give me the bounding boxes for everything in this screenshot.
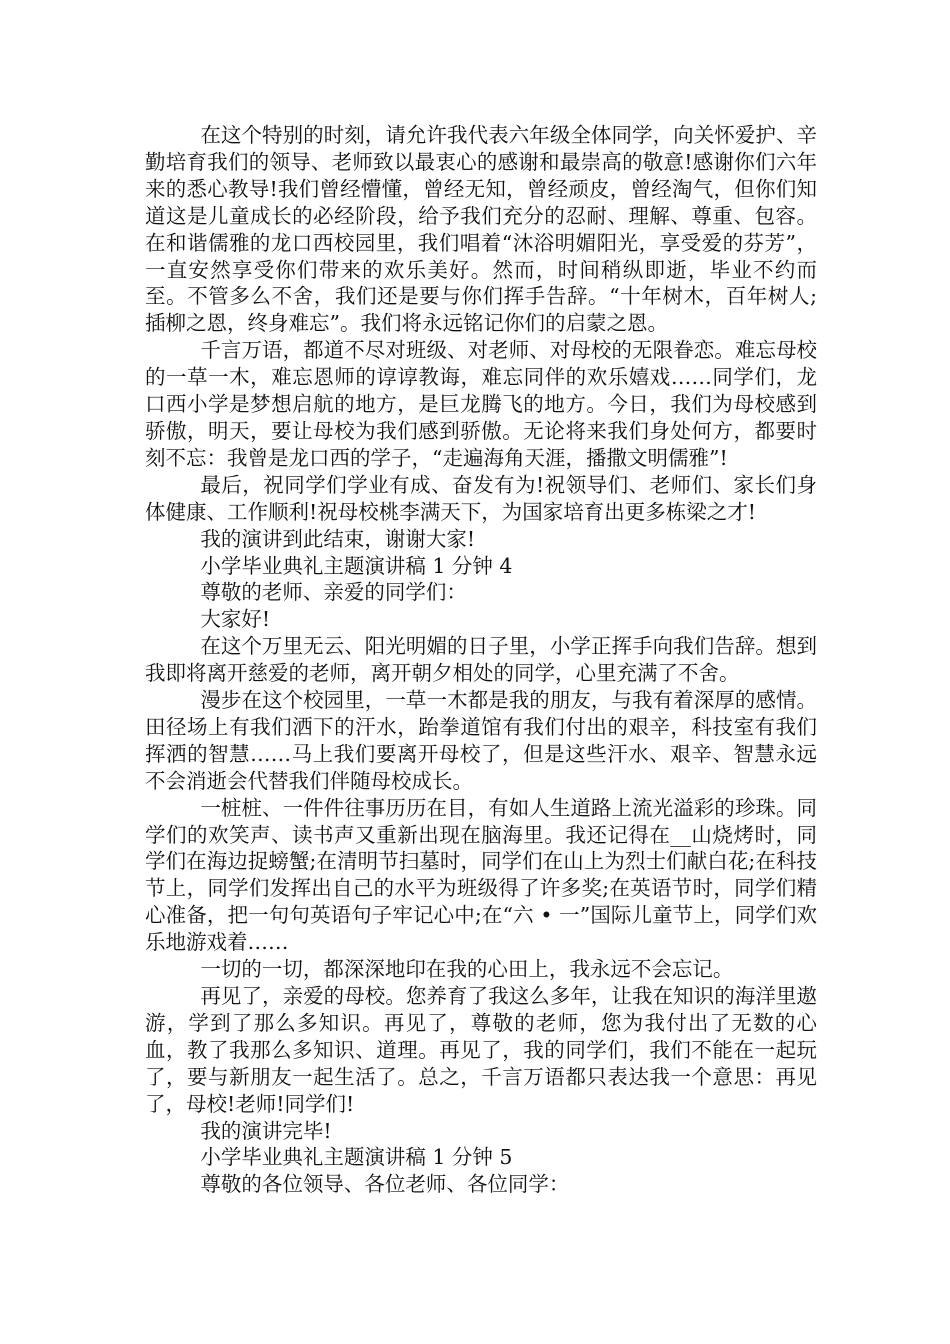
greeting-speech-4: 大家好! (200, 607, 271, 632)
section-heading-speech-4: 小学毕业典礼主题演讲稿 1 分钟 4 (200, 553, 513, 578)
paragraph-goodbye: 再见了，亲爱的母校。您养育了我这么多年，让我在知识的海洋里遨游，学到了那么多知识。再见了，尊敬的老师，您为我付出了无数的心血，教了我那么多知识、道理。再见了，我的同学们，我们不能在一起玩了，要与新朋友一起生活了。总之，千言万语都只表达我一个意思：再见了，母校!老师!同学们! (145, 984, 817, 1116)
salutation-speech-5: 尊敬的各位领导、各位老师、各位同学： (200, 1172, 570, 1197)
paragraph-best-wishes: 最后，祝同学们学业有成、奋发有为!祝领导们、老师们、家长们身体健康、工作顺利!祝母校桃李满天下，为国家培育出更多栋梁之才! (145, 472, 817, 524)
paragraph-speech-complete: 我的演讲完毕! (200, 1118, 332, 1143)
paragraph-never-forget: 一切的一切，都深深地印在我的心田上，我永远不会忘记。 (200, 957, 734, 982)
paragraph-farewell-school: 千言万语，都道不尽对班级、对老师、对母校的无限眷恋。难忘母校的一草一木，难忘恩师的谆谆教诲，难忘同伴的欢乐嬉戏……同学们，龙口西小学是梦想启航的地方，是巨龙腾飞的地方。今日，我们为母校感到骄傲，明天，要让母校为我们感到骄傲。无论将来我们身处何方，都要时刻不忘：我曾是龙口西的学子，“走遍海角天涯，播撒文明儒雅”! (145, 338, 817, 470)
paragraph-memories: 一桩桩、一件件往事历历在目，有如人生道路上流光溢彩的珍珠。同学们的欢笑声、读书声又重新出现在脑海里。我还记得在__山烧烤时，同学们在海边捉螃蟹;在清明节扫墓时，同学们在山上为烈士们献白花;在科技节上，同学们发挥出自己的水平为班级得了许多奖;在英语节时，同学们精心准备，把一句句英语句子牢记心中;在“六 • 一”国际儿童节上，同学们欢乐地游戏着…… (145, 795, 817, 955)
document-body (145, 122, 817, 1198)
paragraph-sunny-day: 在这个万里无云、阳光明媚的日子里，小学正挥手向我们告辞。想到我即将离开慈爱的老师，离开朝夕相处的同学，心里充满了不舍。 (145, 634, 817, 686)
section-heading-speech-5: 小学毕业典礼主题演讲稿 1 分钟 5 (200, 1145, 513, 1170)
paragraph-speech-end: 我的演讲到此结束，谢谢大家! (200, 526, 476, 551)
paragraph-campus-walk: 漫步在这个校园里，一草一木都是我的朋友，与我有着深厚的感情。田径场上有我们洒下的汗水，跆拳道馆有我们付出的艰辛，科技室有我们挥洒的智慧……马上我们要离开母校了，但是这些汗水、艰辛、智慧永远不会消逝会代替我们伴随母校成长。 (145, 688, 817, 793)
salutation-speech-4: 尊敬的老师、亲爱的同学们： (200, 580, 467, 605)
paragraph-thanks: 在这个特别的时刻，请允许我代表六年级全体同学，向关怀爱护、辛勤培育我们的领导、老师致以最衷心的感谢和最崇高的敬意!感谢你们六年来的悉心教导!我们曾经懵懂，曾经无知，曾经顽皮，曾经淘气，但你们知道这是儿童成长的必经阶段，给予我们充分的忍耐、理解、尊重、包容。在和谐儒雅的龙口西校园里，我们唱着“沐浴明媚阳光，享受爱的芬芳”，一直安然享受你们带来的欢乐美好。然而，时间稍纵即逝，毕业不约而至。不管多么不舍，我们还是要与你们挥手告辞。“十年树木，百年树人;插柳之恩，终身难忘”。我们将永远铭记你们的启蒙之恩。 (145, 123, 817, 336)
